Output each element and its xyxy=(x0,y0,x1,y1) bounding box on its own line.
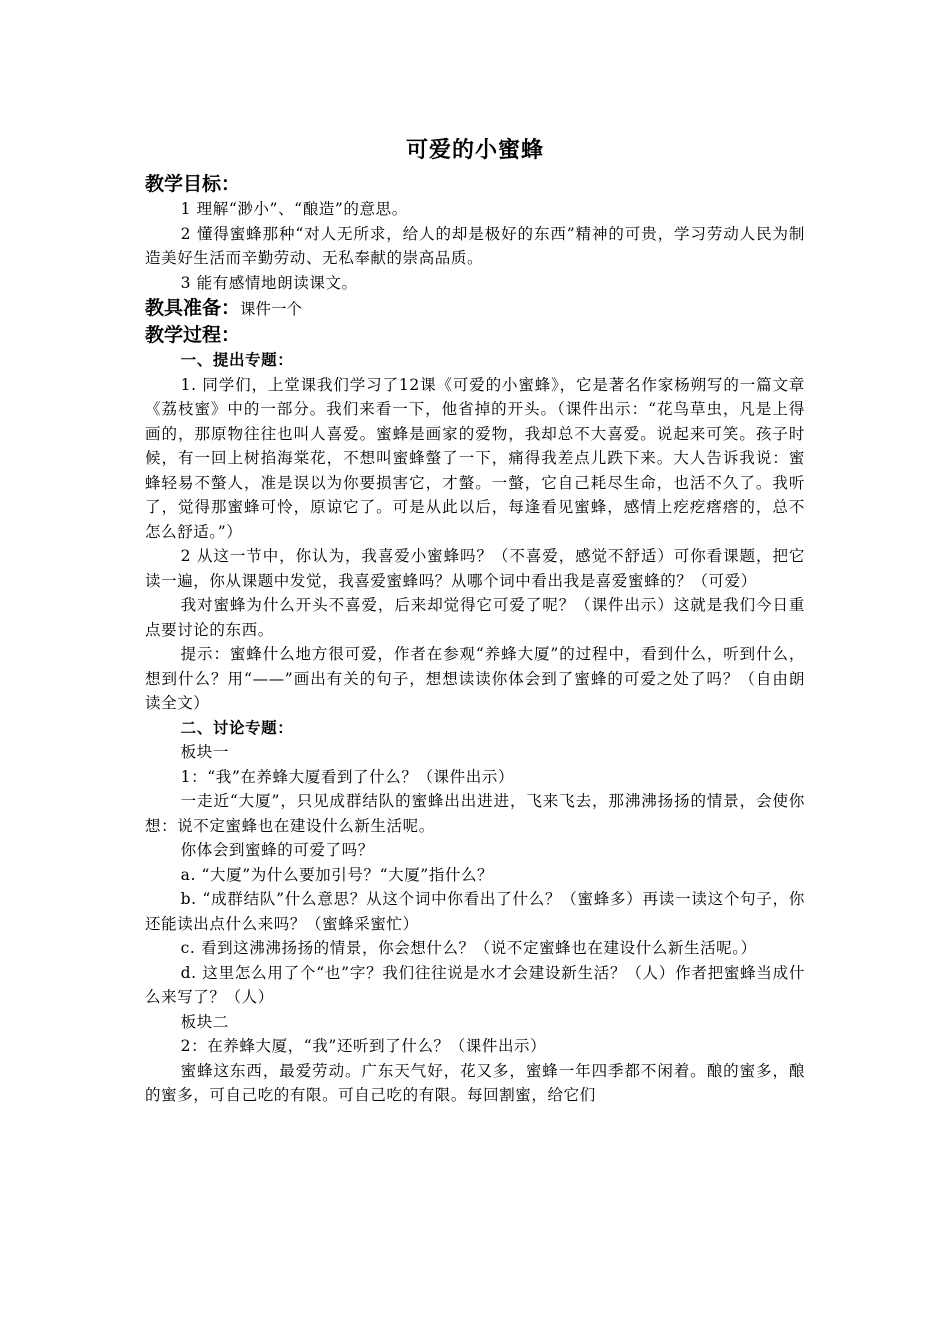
tools-heading: 教具准备： xyxy=(145,297,241,319)
goal-item: 2 懂得蜜蜂那种“对人无所求，给人的却是极好的东西”精神的可贵，学习劳动人民为制造美好生活而辛勤劳动、无私奉献的崇高品质。 xyxy=(145,224,805,267)
section1-heading: 一、提出专题： xyxy=(180,351,294,369)
section1-paragraph: 1. 同学们，上堂课我们学习了12课《可爱的小蜜蜂》，它是著名作家杨朔写的一篇文章《荔枝蜜》中的一部分。我们来看一下，他省掉的开头。（课件出示：“花鸟草虫，凡是上得画的，那原物往往也叫人喜爱。蜜蜂是画家的爱物，我却总不大喜爱。说起来可笑。孩子时候，有一回上树掐海棠花，不想叫蜜蜂螫了一下，痛得我差点儿跌下来。大人告诉我说：蜜蜂轻易不螫人，准是误以为你要损害它，才螫。一螫，它自己耗尽生命，也活不久了。我听了，觉得那蜜蜂可怜，原谅它了。可是从此以后，每逢看见蜜蜂，感情上疙疙瘩瘩的，总不怎么舒适。”） xyxy=(145,375,805,541)
tools-text: 课件一个 xyxy=(240,300,303,318)
goals-heading: 教学目标： xyxy=(145,173,241,195)
section1-paragraph: 提示：蜜蜂什么地方很可爱，作者在参观“养蜂大厦”的过程中，看到什么，听到什么，想到什么？用“——”画出有关的句子，想想读读你体会到了蜜蜂的可爱之处了吗？（自由朗读全文） xyxy=(145,645,805,712)
section2-paragraph: 1：“我”在养蜂大厦看到了什么？（课件出示） xyxy=(180,767,515,786)
goal-item: 3 能有感情地朗读课文。 xyxy=(180,273,358,292)
section2-paragraph: a. “大厦”为什么要加引号？“大厦”指什么？ xyxy=(180,865,494,884)
document-title: 可爱的小蜜蜂 xyxy=(405,138,544,163)
section2-paragraph: 你体会到蜜蜂的可爱了吗？ xyxy=(180,841,374,859)
section2-paragraph: d. 这里怎么用了个“也”字？我们往往说是水才会建设新生活？（人）作者把蜜蜂当成什么来写了？（人） xyxy=(145,963,805,1006)
process-heading: 教学过程： xyxy=(145,324,241,346)
goal-item: 1 理解“渺小”、“酿造”的意思。 xyxy=(180,200,408,218)
section1-paragraph: 我对蜜蜂为什么开头不喜爱，后来却觉得它可爱了呢？（课件出示）这就是我们今日重点要讨论的东西。 xyxy=(145,596,805,639)
section2-paragraph: 蜜蜂这东西，最爱劳动。广东天气好，花又多，蜜蜂一年四季都不闲着。酿的蜜多，酿的蜜多，可自己吃的有限。可自己吃的有限。每回割蜜，给它们 xyxy=(145,1061,805,1104)
section2-paragraph: c. 看到这沸沸扬扬的情景，你会想什么？（说不定蜜蜂也在建设什么新生活呢。） xyxy=(180,939,757,957)
section1-paragraph: 2 从这一节中，你认为，我喜爱小蜜蜂吗？（不喜爱，感觉不舒适）可你看课题，把它读一遍，你从课题中发觉，我喜爱蜜蜂吗？从哪个词中看出我是喜爱蜜蜂的？（可爱） xyxy=(145,547,805,590)
section2-heading: 二、讨论专题： xyxy=(180,718,294,737)
section2-paragraph: b. “成群结队”什么意思？从这个词中你看出了什么？（蜜蜂多）再读一读这个句子，你还能读出点什么来吗？（蜜蜂采蜜忙） xyxy=(145,890,805,933)
section2-paragraph: 2：在养蜂大厦，“我”还听到了什么？（课件出示） xyxy=(180,1037,547,1055)
section2-paragraph: 板块二 xyxy=(180,1012,229,1031)
document-page xyxy=(145,133,805,1108)
section2-paragraph: 板块一 xyxy=(180,743,229,761)
tools-heading-line xyxy=(145,295,805,322)
section2-paragraph: 一走近“大厦”，只见成群结队的蜜蜂出出进进，飞来飞去，那沸沸扬扬的情景，会使你想：说不定蜜蜂也在建设什么新生活呢。 xyxy=(145,792,805,835)
